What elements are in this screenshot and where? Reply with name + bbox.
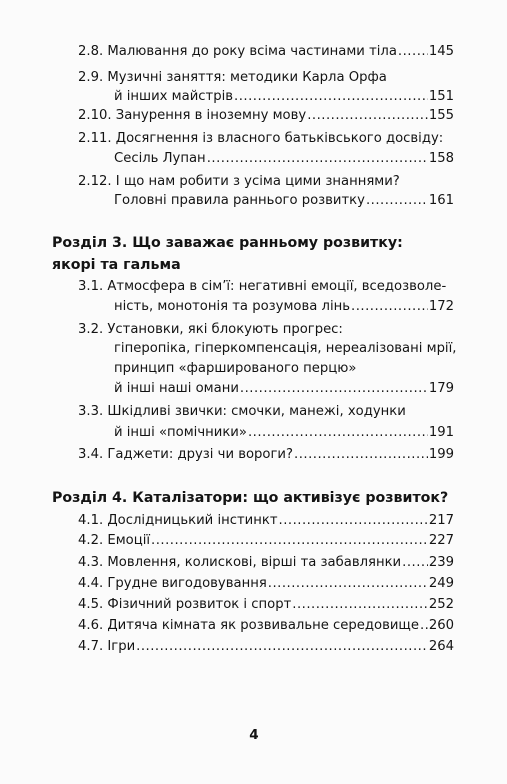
toc-entry-4-4: 4.4. Грудне вигодовування ..... 249 <box>78 575 454 593</box>
toc-entry-3-3-line2: й інші «помічники» ..... 191 <box>114 424 454 442</box>
chapter-3-title-line1: Розділ 3. Що заважає ранньому розвитку: <box>52 235 403 251</box>
toc-entry-4-5: 4.5. Фізичний розвиток і спорт ..... 252 <box>78 596 454 614</box>
toc-entry-2-9-line2: й інших майстрів ..... 151 <box>114 88 454 106</box>
chapter-3-title-line2: якорі та гальма <box>52 257 181 273</box>
toc-entry-3-3-line1: 3.3. Шкідливі звички: смочки, манежі, ходунки <box>78 404 406 419</box>
toc-entry-4-3: 4.3. Мовлення, колискові, вірші та забавлянки ..... 239 <box>78 554 454 572</box>
toc-entry-3-4: 3.4. Гаджети: друзі чи вороги? ..... 199 <box>78 446 454 464</box>
toc-entry-3-1-line1: 3.1. Атмосфера в сім’ї: негативні емоції, вседозволе- <box>78 279 447 294</box>
toc-entry-2-8: 2.8. Малювання до року всіма частинами тіла ..... 145 <box>78 43 454 61</box>
page-number: 4 <box>249 727 259 743</box>
toc-entry-4-7: 4.7. Ігри ..... 264 <box>78 638 454 656</box>
toc-entry-4-2: 4.2. Емоції ..... 227 <box>78 532 454 550</box>
toc-entry-3-1-line2: ність, монотонія та розумова лінь ..... 172 <box>114 298 454 316</box>
toc-entry-2-10: 2.10. Занурення в іноземну мову ..... 155 <box>78 107 454 125</box>
toc-entry-2-11-line1: 2.11. Досягнення із власного батьківського досвіду: <box>78 131 444 146</box>
toc-entry-2-11-line2: Сесіль Лупан ..... 158 <box>114 150 454 168</box>
toc-entry-2-9-line1: 2.9. Музичні заняття: методики Карла Орфа <box>78 70 387 85</box>
toc-entry-3-2-line1: 3.2. Установки, які блокують прогрес: <box>78 322 343 337</box>
toc-entry-3-2-line3: принцип «фаршированого перцю» <box>114 361 357 376</box>
toc-entry-3-2-line2: гіперопіка, гіперкомпенсація, нереалізовані мрії, <box>114 341 457 356</box>
toc-entry-2-12-line1: 2.12. І що нам робити з усіма цими знаннями? <box>78 174 400 189</box>
toc-entry-2-12-line2: Головні правила раннього розвитку ..... 161 <box>114 192 454 210</box>
toc-entry-4-6: 4.6. Дитяча кімната як розвивальне середовище ..... 260 <box>78 617 454 635</box>
chapter-4-title: Розділ 4. Каталізатори: що активізує розвиток? <box>52 490 449 506</box>
toc-entry-4-1: 4.1. Дослідницький інстинкт ..... 217 <box>78 512 454 530</box>
toc-entry-3-2-line4: й інші наші омани ..... 179 <box>114 380 454 398</box>
